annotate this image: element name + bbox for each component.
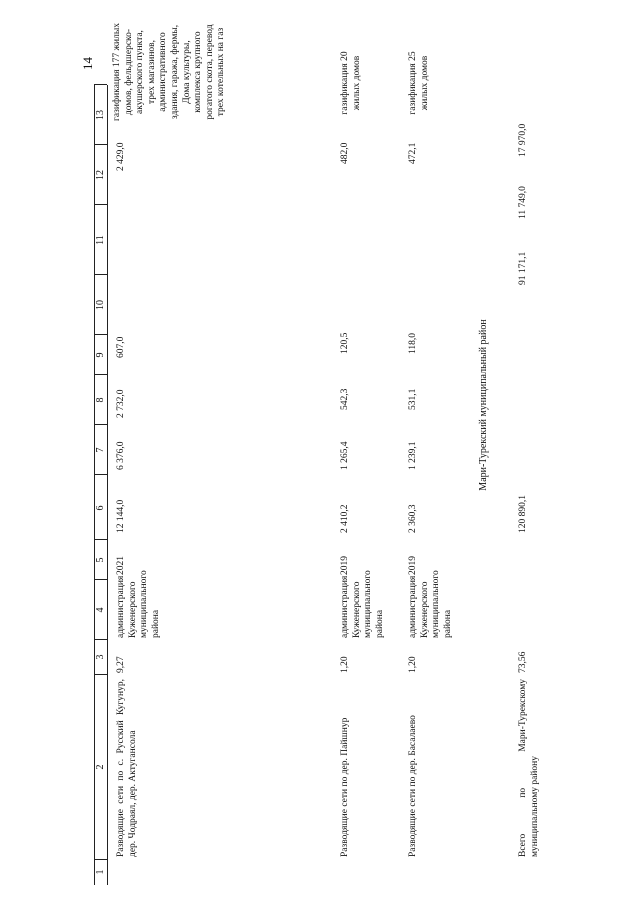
header-divider bbox=[94, 639, 107, 640]
table-row-2-col7: 1 265,4 bbox=[340, 441, 350, 470]
table-row-2-length: 1,20 bbox=[340, 656, 350, 673]
table-row-2-year: 2019 bbox=[340, 556, 350, 575]
page-number: 14 bbox=[80, 57, 95, 70]
table-row-3-description: газификация 25 жилых домов bbox=[408, 51, 430, 115]
table-row-3-col6: 2 360,3 bbox=[408, 504, 418, 533]
table-row-1-length: 9,27 bbox=[116, 656, 126, 673]
total-row-col11: 11 749,0 bbox=[518, 186, 528, 219]
col-header-1: 1 bbox=[95, 869, 106, 875]
table-row-2-col12: 482,0 bbox=[340, 142, 350, 164]
col-header-10: 10 bbox=[95, 300, 106, 310]
table-row-3-length: 1,20 bbox=[408, 656, 418, 673]
table-row-2-organization: администрация Куженерского муниципального района bbox=[340, 570, 385, 638]
col-header-3: 3 bbox=[95, 654, 106, 660]
table-row-1-organization: администрация Куженерского муниципального района bbox=[116, 570, 161, 638]
total-row-length: 73,56 bbox=[518, 651, 528, 673]
table-row-3-year: 2019 bbox=[408, 556, 418, 575]
table-row-3-col8: 531,1 bbox=[408, 388, 418, 410]
total-row-name: Всего по Мари-Турекскому муниципальному району bbox=[518, 679, 540, 857]
table-row-1-name: Разводящие сети по с. Русский Кугунур, дер. Чодраял, дер. Актугансола bbox=[116, 679, 138, 857]
table-row-3-col7: 1 239,1 bbox=[408, 441, 418, 470]
header-divider bbox=[94, 474, 107, 475]
table-row-2-description: газификация 20 жилых домов bbox=[340, 51, 362, 115]
header-divider bbox=[94, 674, 107, 675]
col-header-8: 8 bbox=[95, 397, 106, 403]
table-row-2-col6: 2 410,2 bbox=[340, 504, 350, 533]
col-header-9: 9 bbox=[95, 352, 106, 358]
table-row-1-col6: 12 144,0 bbox=[116, 499, 126, 533]
col-header-6: 6 bbox=[95, 505, 106, 511]
table-row-3-name: Разводящие сети по дер. Басалаево bbox=[408, 715, 418, 857]
total-row-col10: 91 171,1 bbox=[518, 251, 528, 285]
table-row-1-col9: 607,0 bbox=[116, 336, 126, 358]
table-row-1-col8: 2 732,0 bbox=[116, 389, 126, 418]
header-divider bbox=[94, 374, 107, 375]
table-row-3-col9: 118,0 bbox=[408, 332, 418, 354]
section-title: Мари-Турекский муниципальный район bbox=[478, 319, 489, 491]
col-header-12: 12 bbox=[95, 170, 106, 180]
header-divider bbox=[94, 84, 107, 85]
col-header-2: 2 bbox=[95, 764, 106, 770]
col-header-5: 5 bbox=[95, 557, 106, 563]
header-divider bbox=[94, 144, 107, 145]
total-row-col6: 120 890,1 bbox=[518, 495, 528, 533]
table-row-1-year: 2021 bbox=[116, 556, 126, 575]
table-row-2-col9: 120,5 bbox=[340, 332, 350, 354]
header-divider bbox=[94, 579, 107, 580]
header-divider bbox=[94, 424, 107, 425]
col-header-13: 13 bbox=[95, 110, 106, 120]
table-row-1-description: газификация 177 жилых домов, фельдшерско-акушерского пункта, трех магазинов, административного здания, гаража, фермы, Дома культуры, комплекса крупного рогатого скота, перевод трех котельных на газ bbox=[112, 23, 227, 121]
col-header-11: 11 bbox=[95, 235, 106, 245]
header-divider bbox=[94, 539, 107, 540]
table-row-2-name: Разводящие сети по дер. Пайшнур bbox=[340, 717, 350, 857]
col-header-7: 7 bbox=[95, 447, 106, 453]
header-bottom-rule bbox=[107, 85, 108, 885]
header-divider bbox=[94, 204, 107, 205]
header-divider bbox=[94, 274, 107, 275]
table-row-2-col8: 542,3 bbox=[340, 388, 350, 410]
col-header-4: 4 bbox=[95, 607, 106, 613]
header-divider bbox=[94, 334, 107, 335]
table-row-3-col12: 472,1 bbox=[408, 142, 418, 164]
table-row-3-organization: администрация Куженерского муниципального района bbox=[408, 570, 453, 638]
table-row-1-col12: 2 429,0 bbox=[116, 142, 126, 171]
table-row-1-col7: 6 376,0 bbox=[116, 441, 126, 470]
total-row-col12: 17 970,0 bbox=[518, 123, 528, 157]
